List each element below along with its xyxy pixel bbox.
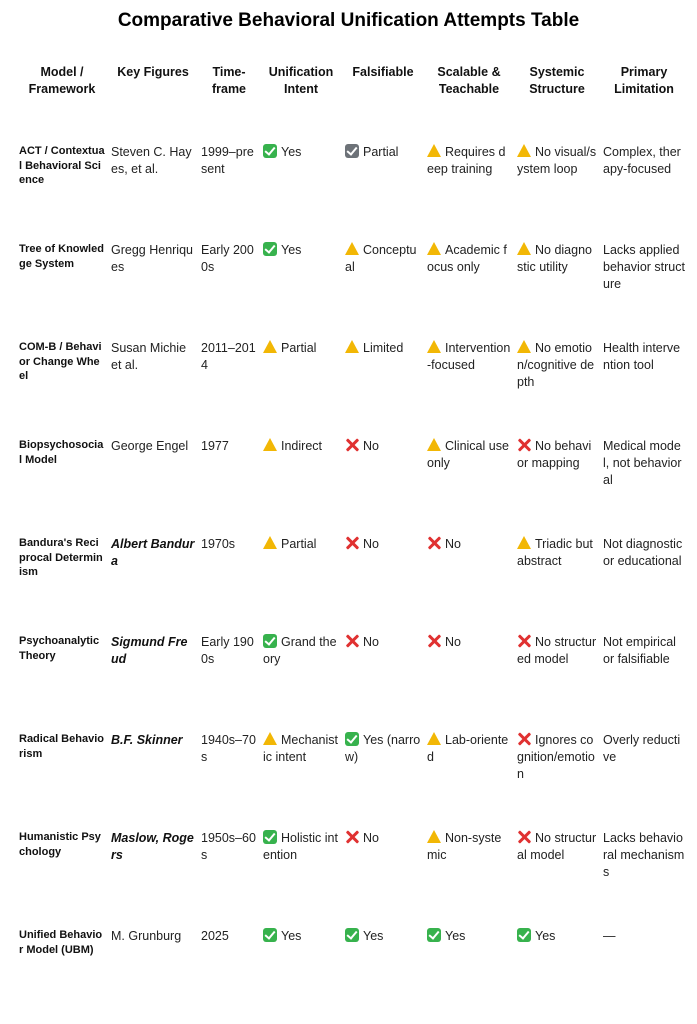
intent-text: Partial	[281, 537, 317, 551]
scalable-text: Lab-oriented	[427, 733, 509, 764]
falsifiable-cell	[342, 438, 424, 536]
primary-limitation: Overly reductive	[603, 733, 681, 764]
key-figures: Steven C. Hayes, et al.	[111, 145, 192, 176]
column-header: Unification Intent	[268, 65, 334, 96]
intent-cell	[260, 144, 342, 242]
key-figures: Sigmund Freud	[111, 635, 188, 666]
scalable-text: Yes	[445, 929, 466, 943]
falsifiable-cell	[342, 536, 424, 634]
scalable-cell	[424, 340, 514, 438]
warning-icon	[263, 438, 277, 451]
column-header: Primary Limitation	[614, 65, 674, 96]
systemic-cell	[514, 536, 600, 634]
scalable-cell	[424, 928, 514, 998]
timeframe: 1950s–60s	[201, 831, 256, 862]
column-header: Systemic Structure	[529, 65, 585, 96]
scalable-text: No	[445, 635, 461, 649]
systemic-cell	[514, 928, 600, 998]
falsifiable-cell	[342, 340, 424, 438]
intent-cell	[260, 438, 342, 536]
systemic-cell	[514, 732, 600, 830]
scalable-text: Non-systemic	[427, 831, 502, 862]
falsifiable-text: No	[363, 635, 379, 649]
key-figures: Maslow, Rogers	[111, 831, 194, 862]
warning-icon	[427, 438, 441, 451]
check-icon	[263, 242, 277, 256]
systemic-cell	[514, 144, 600, 242]
falsifiable-text: Yes	[363, 929, 384, 943]
comparison-table	[16, 64, 688, 998]
model-name: Humanistic Psychology	[19, 831, 101, 858]
intent-text: Indirect	[281, 439, 322, 453]
header-row	[16, 64, 688, 144]
timeframe: 1977	[201, 439, 229, 453]
intent-text: Yes	[281, 145, 302, 159]
systemic-cell	[514, 634, 600, 732]
systemic-cell	[514, 438, 600, 536]
check-icon	[345, 928, 359, 942]
cross-icon	[345, 830, 359, 844]
scalable-text: Requires deep training	[427, 145, 506, 176]
falsifiable-cell	[342, 830, 424, 928]
table-row	[16, 340, 688, 438]
cross-icon	[427, 634, 441, 648]
primary-limitation: —	[603, 929, 616, 943]
warning-icon	[427, 340, 441, 353]
scalable-cell	[424, 144, 514, 242]
falsifiable-cell	[342, 144, 424, 242]
intent-cell	[260, 732, 342, 830]
primary-limitation: Complex, therapy-focused	[603, 145, 681, 176]
intent-cell	[260, 340, 342, 438]
intent-cell	[260, 536, 342, 634]
falsifiable-text: No	[363, 831, 379, 845]
intent-text: Partial	[281, 341, 317, 355]
warning-icon	[345, 242, 359, 255]
check-icon	[263, 144, 277, 158]
systemic-text: No visual/system loop	[517, 145, 597, 176]
check-icon	[345, 732, 359, 746]
systemic-text: No diagnostic utility	[517, 243, 592, 274]
warning-icon	[263, 732, 277, 745]
warning-icon	[427, 732, 441, 745]
table-row	[16, 144, 688, 242]
model-name: Radical Behaviorism	[19, 733, 104, 760]
cross-icon	[517, 830, 531, 844]
scalable-cell	[424, 830, 514, 928]
check-icon	[427, 928, 441, 942]
timeframe: 1999–present	[201, 145, 254, 176]
scalable-text: Academic focus only	[427, 243, 507, 274]
model-name: COM-B / Behavior Change Wheel	[19, 341, 102, 382]
table-row	[16, 928, 688, 998]
table-row	[16, 242, 688, 340]
timeframe: 1940s–70s	[201, 733, 256, 764]
scalable-text: No	[445, 537, 461, 551]
timeframe: 2011–2014	[201, 341, 256, 372]
cross-icon	[517, 634, 531, 648]
model-name: Tree of Knowledge System	[19, 243, 104, 270]
key-figures: Susan Michie et al.	[111, 341, 187, 372]
intent-text: Yes	[281, 929, 302, 943]
check-icon	[517, 928, 531, 942]
primary-limitation: Not empirical or falsifiable	[603, 635, 676, 666]
intent-cell	[260, 242, 342, 340]
scalable-cell	[424, 536, 514, 634]
cross-icon	[517, 732, 531, 746]
intent-text: Holistic intention	[263, 831, 338, 862]
scalable-cell	[424, 438, 514, 536]
table-title: Comparative Behavioral Unification Attempts Table	[117, 10, 580, 31]
primary-limitation: Medical model, not behavioral	[603, 439, 682, 487]
intent-cell	[260, 928, 342, 998]
key-figures: Gregg Henriques	[111, 243, 193, 274]
cross-icon	[345, 634, 359, 648]
cross-icon	[345, 438, 359, 452]
systemic-text: No structural model	[517, 831, 597, 862]
warning-icon	[345, 340, 359, 353]
systemic-text: No structured model	[517, 635, 597, 666]
falsifiable-text: No	[363, 537, 379, 551]
warning-icon	[517, 242, 531, 255]
table-row	[16, 438, 688, 536]
warning-icon	[427, 242, 441, 255]
key-figures: George Engel	[111, 439, 189, 453]
table-body	[16, 144, 688, 998]
intent-text: Grand theory	[263, 635, 337, 666]
falsifiable-cell	[342, 928, 424, 998]
key-figures: M. Grunburg	[111, 929, 182, 943]
systemic-text: Triadic but abstract	[517, 537, 593, 568]
systemic-text: Ignores cognition/emotion	[517, 733, 595, 781]
model-name: Bandura's Reciprocal Determinism	[19, 537, 103, 578]
primary-limitation: Health intervention tool	[603, 341, 681, 372]
intent-text: Yes	[281, 243, 302, 257]
primary-limitation: Lacks applied behavior structure	[603, 243, 685, 291]
falsifiable-cell	[342, 732, 424, 830]
falsifiable-text: Yes (narrow)	[345, 733, 421, 764]
column-header: Time-frame	[211, 65, 247, 96]
intent-cell	[260, 634, 342, 732]
key-figures: B.F. Skinner	[111, 733, 183, 747]
table-row	[16, 830, 688, 928]
falsifiable-cell	[342, 634, 424, 732]
timeframe: Early 1900s	[201, 635, 254, 666]
systemic-text: Yes	[535, 929, 556, 943]
cross-icon	[345, 536, 359, 550]
model-name: Unified Behavior Model (UBM)	[19, 929, 103, 956]
warning-icon	[517, 340, 531, 353]
systemic-text: No emotion/cognitive depth	[517, 341, 595, 389]
intent-text: Mechanistic intent	[263, 733, 338, 764]
table-row	[16, 732, 688, 830]
warning-icon	[263, 340, 277, 353]
systemic-text: No behavior mapping	[517, 439, 592, 470]
scalable-text: Intervention-focused	[427, 341, 511, 372]
scalable-text: Clinical use only	[427, 439, 509, 470]
cross-icon	[517, 438, 531, 452]
warning-icon	[427, 144, 441, 157]
column-header: Falsifiable	[352, 65, 414, 79]
key-figures: Albert Bandura	[111, 537, 195, 568]
timeframe: 1970s	[201, 537, 236, 551]
systemic-cell	[514, 242, 600, 340]
intent-cell	[260, 830, 342, 928]
check-icon	[263, 634, 277, 648]
column-header: Scalable & Teachable	[437, 65, 501, 96]
scalable-cell	[424, 242, 514, 340]
cross-icon	[427, 536, 441, 550]
primary-limitation: Lacks behavioral mechanisms	[603, 831, 685, 879]
warning-icon	[517, 536, 531, 549]
table-row	[16, 634, 688, 732]
falsifiable-cell	[342, 242, 424, 340]
timeframe: Early 2000s	[201, 243, 254, 274]
warning-icon	[517, 144, 531, 157]
table-row	[16, 536, 688, 634]
timeframe: 2025	[201, 929, 229, 943]
systemic-cell	[514, 830, 600, 928]
falsifiable-text: Limited	[363, 341, 404, 355]
check-icon	[263, 928, 277, 942]
warning-icon	[427, 830, 441, 843]
warning-icon	[263, 536, 277, 549]
falsifiable-text: Partial	[363, 145, 399, 159]
scalable-cell	[424, 732, 514, 830]
check-icon	[263, 830, 277, 844]
scalable-cell	[424, 634, 514, 732]
column-header: Key Figures	[117, 65, 189, 79]
falsifiable-text: No	[363, 439, 379, 453]
primary-limitation: Not diagnostic or educational	[603, 537, 683, 568]
gray-check-icon	[345, 144, 359, 158]
model-name: ACT / Contextual Behavioral Science	[19, 145, 105, 186]
column-header: Model / Framework	[28, 65, 96, 96]
systemic-cell	[514, 340, 600, 438]
model-name: Biopsychosocial Model	[19, 439, 104, 466]
falsifiable-text: Conceptual	[345, 243, 417, 274]
model-name: Psychoanalytic Theory	[19, 635, 100, 662]
